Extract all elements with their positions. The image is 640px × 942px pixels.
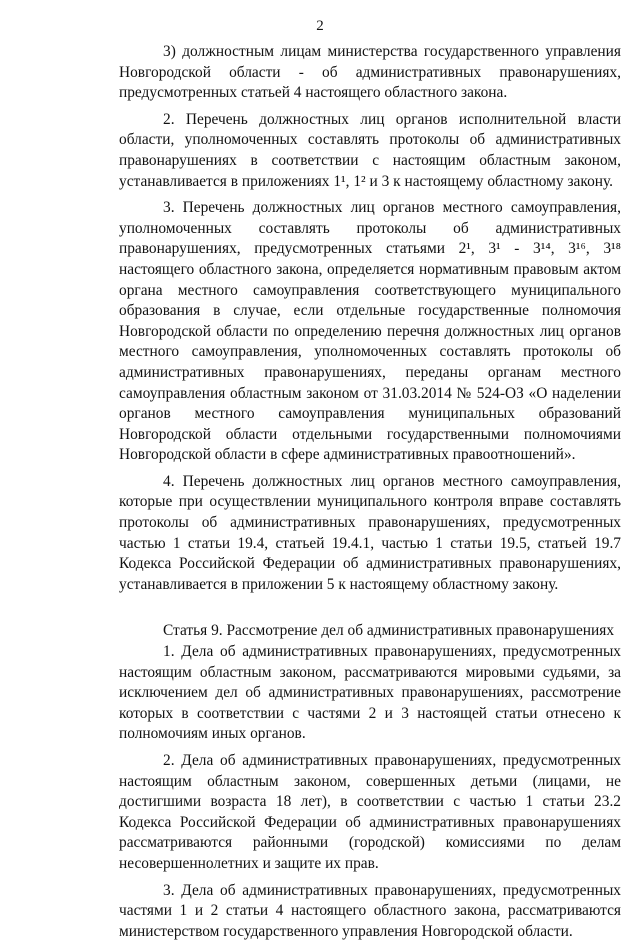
- paragraph-part-4: 4. Перечень должностных лиц органов местного самоуправления, которые при осуществлении муниципального контроля вправе составлять протоколы об административных правонарушениях, предусмотренных частью 1 статьи 19.4, статьей 19.4.1, частью 1 статьи 19.5, статьей 19.7 Кодекса Российской Федерации об административных правонарушениях, устанавливается в приложении 5 к настоящему областному закону.: [119, 472, 621, 593]
- article9-part-2: 2. Дела об административных правонарушениях, предусмотренных настоящим областным законом, совершенных детьми (лицами, не достигшими возраста 18 лет), в соответствии с частью 1 статьи 23.2 Кодекса Российской Федерации об административных правонарушениях рассматриваются районными (городской) комиссиями по делам несовершеннолетних и защите их прав.: [119, 752, 621, 872]
- article9-part-3: 3. Дела об административных правонарушениях, предусмотренных частями 1 и 2 статьи 4 настоящего областного закона, рассматриваются министерством государственного управления Новгородской области.: [119, 881, 621, 940]
- paragraph-item-3: 3) должностным лицам министерства государственного управления Новгородской области - об административных правонарушениях, предусмотренных статьей 4 настоящего областного закона.: [119, 43, 621, 102]
- article-heading: Статья 9. Рассмотрение дел об административных правонарушениях: [163, 622, 615, 640]
- article9-part-1: 1. Дела об административных правонарушениях, предусмотренных настоящим областным законом, рассматриваются мировыми судьями, за исключением дел об административных правонарушениях, рассмотрение которых в соответствии с частями 2 и 3 настоящей статьи отнесено к полномочиям иных органов.: [119, 643, 621, 743]
- page-number: 2: [316, 18, 324, 34]
- document-body: [119, 42, 621, 942]
- paragraph-part-2: 2. Перечень должностных лиц органов исполнительной власти области, уполномоченных составлять протоколы об административных правонарушениях в соответствии с настоящим областным законом, устанавливается в приложениях 1¹, 1² и 3 к настоящему областному закону.: [119, 110, 621, 190]
- paragraph-part-3: 3. Перечень должностных лиц органов местного самоуправления, уполномоченных составлять протоколы об административных правонарушениях, предусмотренных статьями 2¹, 3¹ - 3¹⁴, 3¹⁶, 3¹⁸ настоящего областного закона, определяется нормативным правовым актом органа местного самоуправления соответствующего муниципального образования в случае, если отдельные государственные полномочия Новгородской области по определению перечня должностных лиц органов местного самоуправления, уполномоченных составлять протоколы об административных правонарушениях, переданы органам местного самоуправления областным законом от 31.03.2014 № 524-ОЗ «О наделении органов местного самоуправления муниципальных образований Новгородской области отдельными государственными полномочиями Новгородской области в сфере административных правоотношений».: [119, 199, 621, 464]
